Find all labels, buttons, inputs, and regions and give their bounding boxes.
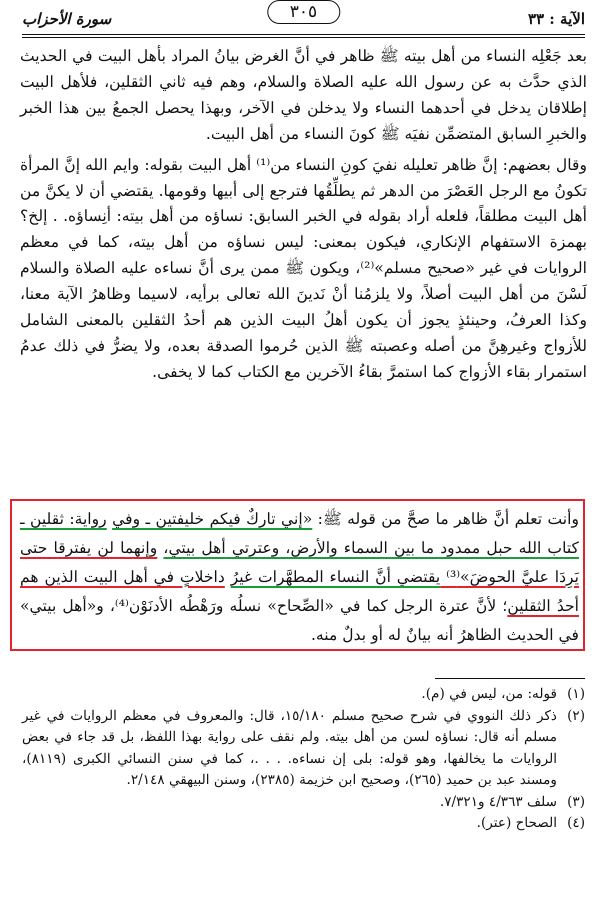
footnote (22, 813, 585, 835)
hadith-quote-end: وإنهما لن يفترقا حتى يَرِدَا عليَّ الحوضَ»⁽³⁾ (20, 539, 580, 586)
footnote-separator (435, 678, 585, 679)
footnote (22, 706, 585, 792)
conclusion-start: يقتضي أنَّ النساء المطهَّرات غيرُ (230, 568, 441, 586)
page-number: ٣٠٥ (267, 0, 340, 24)
footnote (22, 792, 585, 814)
footnote (22, 684, 585, 706)
footnote-number: (٢) (567, 707, 585, 724)
footnote-number: (٤) (567, 815, 585, 831)
hadith-quote-middle: رواية: ثقلين ـ كتاب الله حبل ممدود ما بين السماء والأرض، وعترتي أهل بيتي، (20, 510, 579, 557)
header-rule-thin (22, 37, 585, 38)
surah-title: سورة الأحزاب (22, 10, 112, 28)
footnotes (22, 684, 585, 835)
footnote-text: قوله: من، ليس في (م). (421, 686, 557, 702)
hadith-quote-start: «إني تاركٌ فيكم خليفتين ـ وفي (112, 510, 313, 528)
hl-rest: ؛ لأنَّ عترة الرجل كما في «الصِّحاح» نسلُه ورَهْطُه الأدنَوْن⁽⁴⁾، و«أهل بيتي» في الحديث الظاهرُ أنه بيانٌ له أو بدلٌ منه. (20, 597, 579, 644)
footnote-text: ذكر ذلك النووي في شرح صحيح مسلم ١٥/١٨٠، قال: والمعروف في معظم الروايات في غير مسلم أنه قال: نساؤه لسن من أهل بيته. ولم نقف على رواية بهذا اللفظ، بل قد جاء في بعض الروايات ما يخالفها، وهو قوله: بلى إن نساءه. . . .، كما في سنن النسائي الكبرى (٨١١٩)، ومسند عبد بن حميد (٢٦٥)، وصحيح ابن خزيمة (٢٣٨٥)، وسنن البيهقي ٢/١٤٨. (22, 707, 557, 788)
footnote-text: الصحاح (عتر). (476, 815, 557, 831)
main-text (20, 44, 587, 386)
highlighted-passage (20, 505, 579, 650)
footnote-number: (١) (567, 686, 585, 702)
footnote-number: (٣) (567, 793, 585, 810)
verse-label: الآية : ٣٣ (527, 10, 585, 28)
paragraph: وقال بعضهم: إنَّ ظاهر تعليله نفيَ كونِ النساء من⁽¹⁾ أهل البيت بقوله: وايم الله إنَّ المرأة تكونُ مع الرجل العَصْرَ من الدهر ثم يطلِّقُها فترجع إلى أبيها وقومها. يقتضي أن لا يكنَّ من أهل البيت مطلقاً، فلعله أراد بقوله في الخبر السابق: نساؤه من أهل بيته: أنِساؤه. . إلخ؟ بهمزة الاستفهام الإنكاري، فيكون بمعنى: ليس نساؤه من أهل بيته، كما في معظم الروايات في غير «صحيح مسلم»⁽²⁾، ويكون ﷺ ممن يرى أنَّ نساءه عليه الصلاة والسلام لَسْنَ من أهل البيت أصلاً، ولا يلزمُنا أنْ نَدينَ الله تعالى برأيه، لاسيما وظاهرُ الآية معنا، وكذا العرفُ، وحينئذٍ يجوز أن يكون أهلُ البيت الذين هم أحدُ الثقلين بالمعنى الشامل للأزواج وغيرهِنَّ من أصله وعصبته ﷺ الذين حُرموا الصدقة بعده، ولا يضرُّ في ذلك عدمُ استمرار بقاء الأزواج كما استمرَّ بقاءُ الآخرين مع الكتاب كما لا يخفى. (20, 155, 588, 381)
hl-intro: وأنت تعلم أنَّ ظاهر ما صحَّ من قوله ﷺ: (312, 510, 580, 528)
header-rule (22, 34, 585, 35)
paragraph: بعد جَعْلِه النساء من أهل بيته ﷺ ظاهر في أنَّ الغرض بيانُ المراد بأهل البيت في الحديث الذي حدَّث به عن رسول الله عليه الصلاة والسلام، وهم فيه ثاني الثقلين، فلأهل البيت إطلاقان يدخل في أحدهما النساء ولا يدخلن في الآخر، وبهذا يحصل الجمعُ بين هذا الخبر والخبرِ السابق المتضمِّن نفيَه ﷺ كونَ النساء من أهل البيت. (20, 47, 587, 143)
footnote-text: سلف ٤/٣٦٣ و٧/٣٢١. (439, 793, 557, 810)
conclusion-end: داخلاتٍ في أهل البيت الذين هم أحدُ الثقلين (20, 568, 579, 615)
